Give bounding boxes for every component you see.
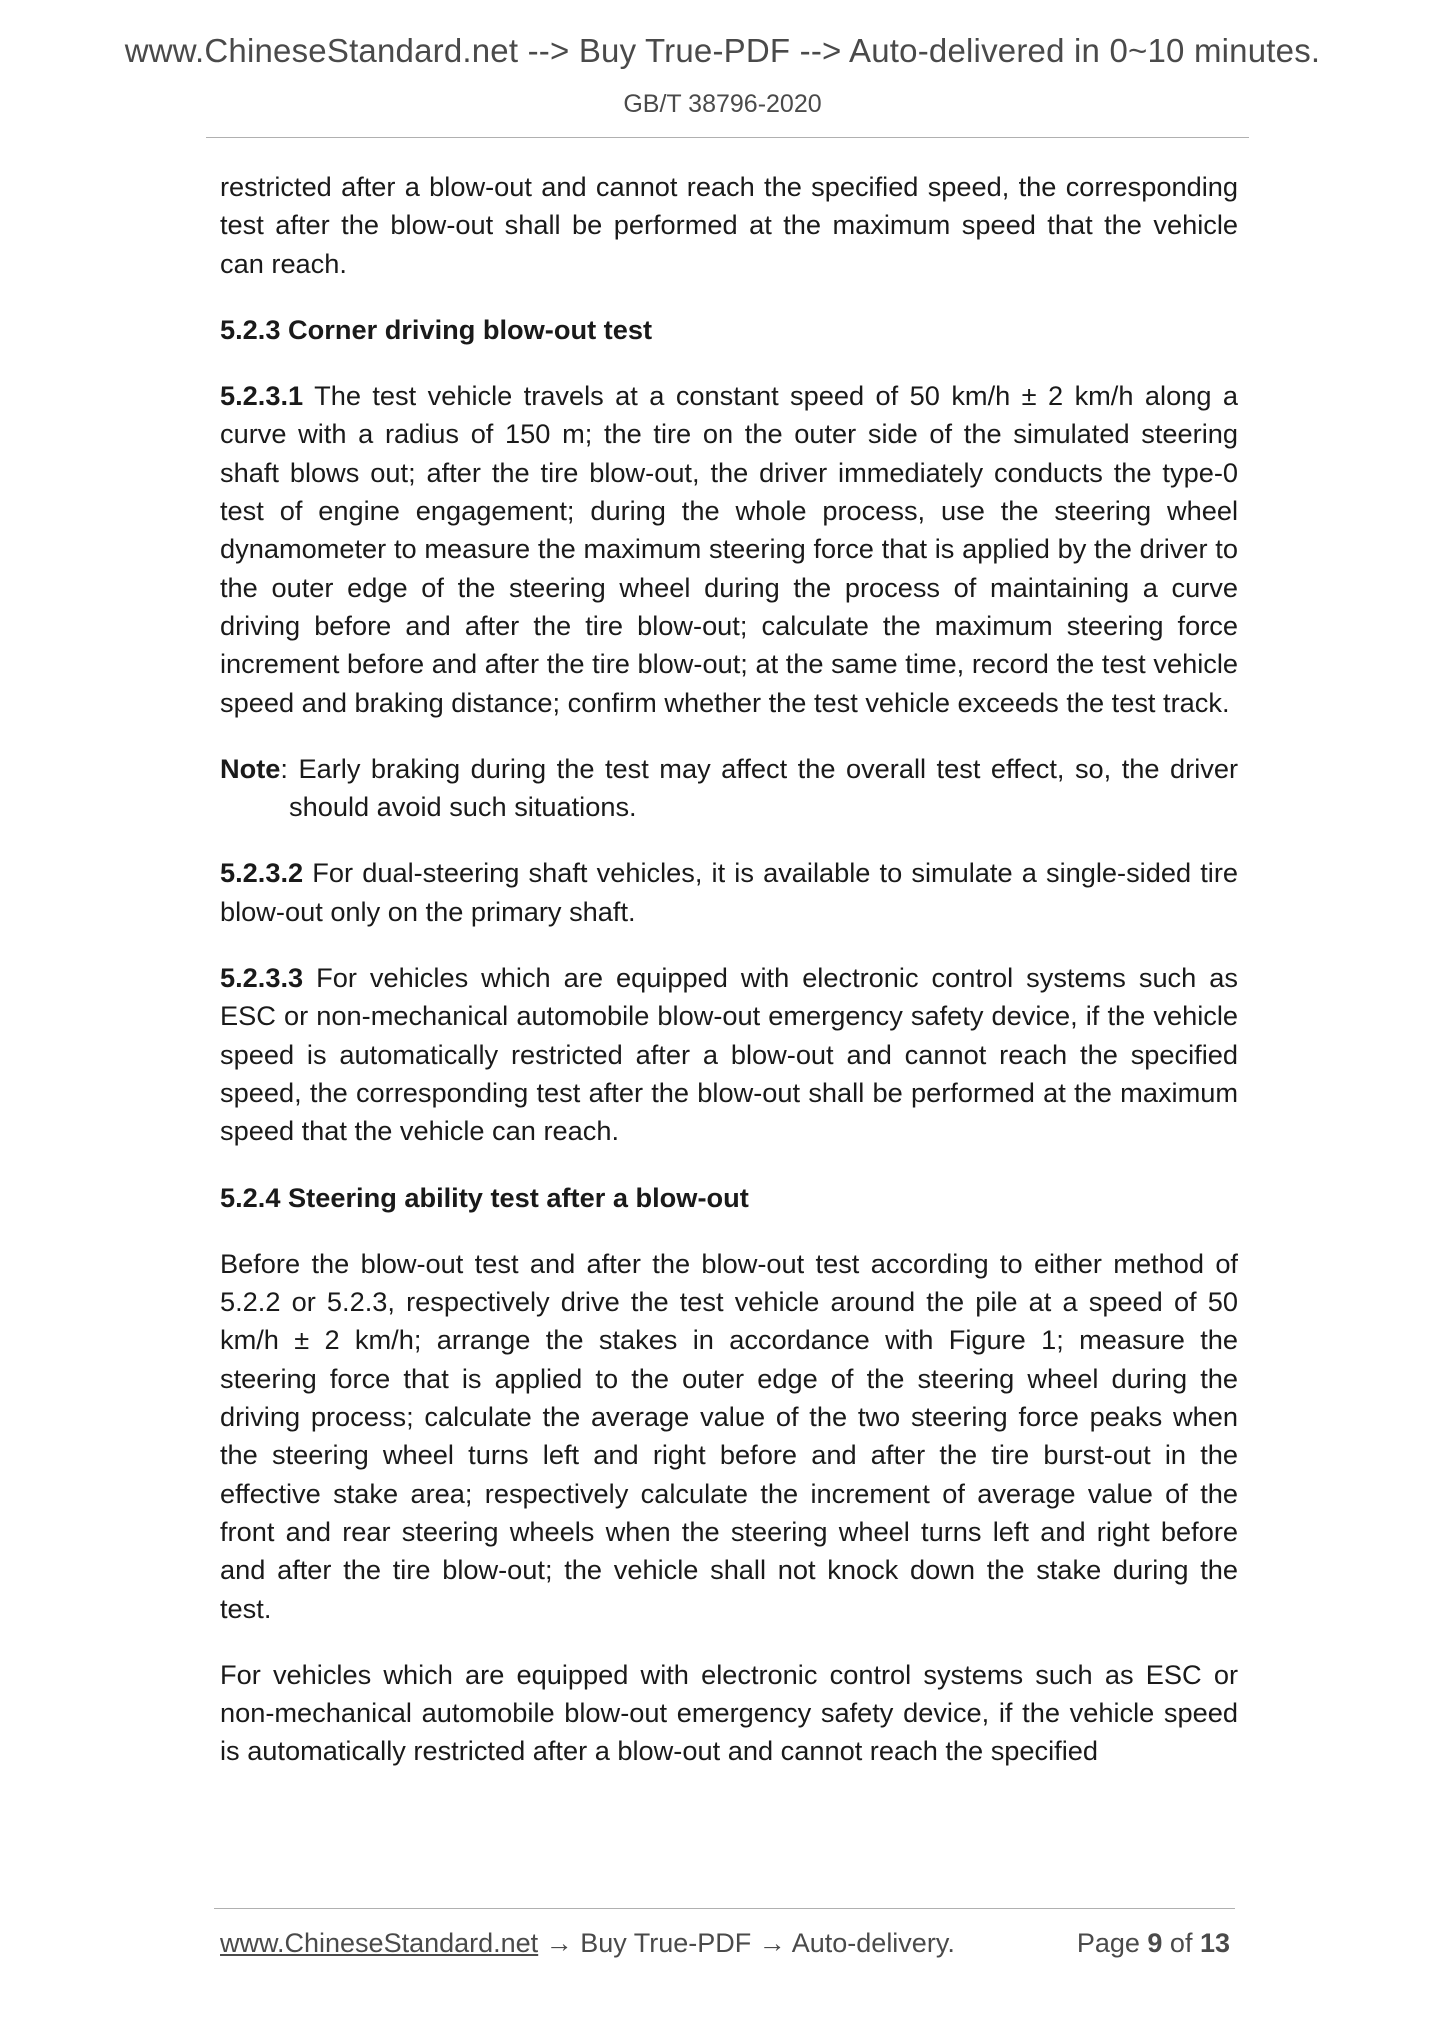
- note-text: : Early braking during the test may affect the overall test effect, so, the driver should avoid such situations.: [280, 752, 1238, 823]
- clause-number: 5.2.3.3: [220, 962, 304, 994]
- footer-left: [220, 1928, 955, 1959]
- of-word: of: [1162, 1928, 1200, 1958]
- heading-5-2-4: 5.2.4 Steering ability test after a blow-out: [220, 1181, 749, 1213]
- top-banner: www.ChineseStandard.net --> Buy True-PDF --> Auto-delivered in 0~10 minutes.: [124, 32, 1321, 69]
- paragraph-5-2-4-2: For vehicles which are equipped with electronic control systems such as ESC or non-mechanical automobile blow-out emergency safety device, if the vehicle speed is automatically restricted after a blow-out and cannot reach the specified: [220, 1658, 1238, 1767]
- footer-tagline: → Buy True-PDF → Auto-delivery.: [538, 1928, 955, 1958]
- current-page: 9: [1147, 1928, 1163, 1958]
- paragraph-continuation: restricted after a blow-out and cannot reach the specified speed, the corresponding test after the blow-out shall be performed at the maximum speed that the vehicle can reach.: [220, 171, 1238, 279]
- footer-divider: [214, 1908, 1235, 1909]
- note: [220, 750, 1238, 827]
- clause-number: 5.2.3.1: [220, 380, 304, 412]
- standard-code: GB/T 38796-2020: [623, 90, 822, 118]
- footer-site-link[interactable]: www.ChineseStandard.net: [220, 1928, 539, 1958]
- clause-text: For dual-steering shaft vehicles, it is available to simulate a single-sided tire blow-out only on the primary shaft.: [220, 857, 1238, 927]
- clause-5-2-3-1: [220, 377, 1238, 722]
- clause-text: The test vehicle travels at a constant speed of 50 km/h ± 2 km/h along a curve with a radius of 150 m; the tire on the outer side of the simulated steering shaft blows out; after the tire blow-out, the driver immediately conducts the type-0 test of engine engagement; during the whole process, use the steering wheel dynamometer to measure the maximum steering force that is applied by the driver to the outer edge of the steering wheel during the process of maintaining a curve driving before and after the tire blow-out; calculate the maximum steering force increment before and after the tire blow-out; at the same time, record the test vehicle speed and braking distance; confirm whether the test vehicle exceeds the test track.: [220, 380, 1238, 718]
- header-divider: [206, 137, 1249, 138]
- paragraph-5-2-4-1: Before the blow-out test and after the blow-out test according to either method of 5.2.2 or 5.2.3, respectively drive the test vehicle around the pile at a speed of 50 km/h ± 2 km/h; arrange the stakes in accordance with Figure 1; measure the steering force that is applied to the outer edge of the steering wheel during the driving process; calculate the average value of the two steering force peaks when the steering wheel turns left and right before and after the tire burst-out in the effective stake area; respectively calculate the increment of average value of the front and rear steering wheels when the steering wheel turns left and right before and after the tire blow-out; the vehicle shall not knock down the stake during the test.: [220, 1247, 1238, 1624]
- page-word: Page: [1076, 1928, 1148, 1958]
- page-number-info: [1077, 1928, 1230, 1959]
- note-label: Note: [220, 752, 281, 784]
- page-footer: [220, 1928, 1230, 1959]
- document-body: [220, 168, 1238, 1771]
- clause-number: 5.2.3.2: [220, 857, 304, 889]
- heading-5-2-3: 5.2.3 Corner driving blow-out test: [220, 313, 653, 345]
- clause-5-2-3-2: [220, 854, 1238, 931]
- clause-text: For vehicles which are equipped with electronic control systems such as ESC or non-mechanical automobile blow-out emergency safety device, if the vehicle speed is automatically restricted after a blow-out and cannot reach the specified speed, the corresponding test after the blow-out shall be performed at the maximum speed that the vehicle can reach.: [220, 962, 1238, 1147]
- clause-5-2-3-3: [220, 959, 1238, 1150]
- total-pages: 13: [1199, 1928, 1230, 1958]
